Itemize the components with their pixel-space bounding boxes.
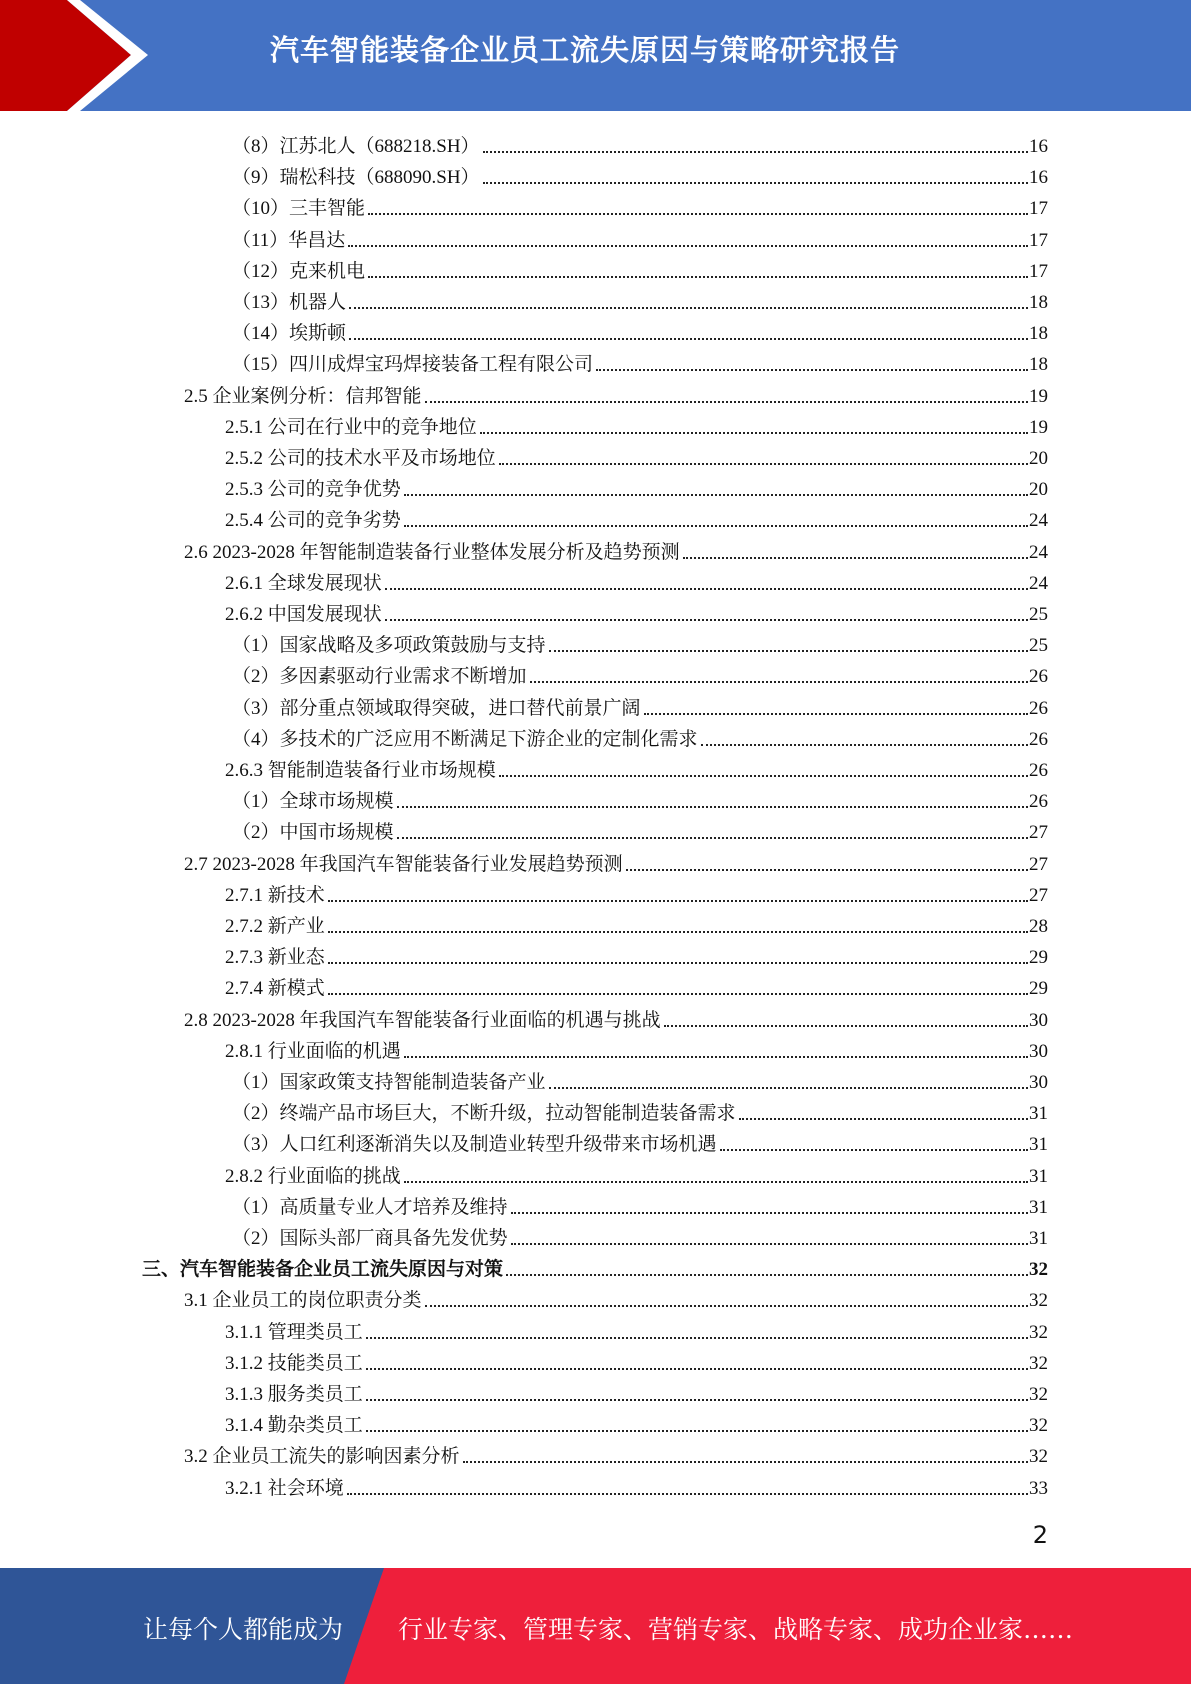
toc-dot-leader [626, 869, 1028, 871]
toc-dot-leader [397, 837, 1028, 839]
toc-dot-leader [385, 588, 1028, 590]
toc-entry-page: 31 [1029, 1228, 1048, 1249]
toc-entry[interactable] [225, 877, 1048, 908]
toc-dot-leader [483, 151, 1028, 153]
toc-entry-title: （2）终端产品市场巨大，不断升级，拉动智能制造装备需求 [232, 1103, 736, 1125]
toc-dot-leader [463, 1461, 1028, 1463]
page-header [0, 0, 1191, 111]
toc-dot-leader [328, 900, 1028, 902]
toc-entry-page: 27 [1029, 853, 1048, 875]
toc-entry-page: 18 [1029, 354, 1048, 376]
toc-entry-page: 25 [1029, 604, 1048, 625]
toc-dot-leader [530, 681, 1028, 683]
toc-entry-title: （1）国家战略及多项政策鼓励与支持 [232, 635, 546, 657]
toc-entry-page: 19 [1029, 416, 1048, 438]
toc-entry-page: 32 [1029, 1352, 1048, 1374]
toc-entry-title: （14）埃斯顿 [232, 323, 347, 345]
toc-entry-title: 2.7.3 新业态 [225, 947, 325, 969]
toc-entry[interactable] [225, 752, 1048, 783]
toc-entry-page: 24 [1029, 510, 1048, 532]
toc-dot-leader [349, 338, 1028, 340]
toc-entry-page: 16 [1029, 167, 1048, 189]
toc-entry[interactable] [232, 159, 1048, 190]
toc-dot-leader [683, 557, 1028, 559]
toc-dot-leader [596, 369, 1028, 371]
toc-entry-title: 2.6.3 智能制造装备行业市场规模 [225, 760, 496, 781]
toc-entry[interactable] [232, 783, 1048, 814]
toc-entry-page: 17 [1029, 260, 1048, 282]
toc-entry-title: （1）高质量专业人才培养及维持 [232, 1196, 508, 1218]
toc-dot-leader [644, 713, 1028, 715]
toc-entry-page: 17 [1029, 229, 1048, 251]
toc-entry[interactable] [232, 721, 1048, 752]
toc-entry-title: 2.6.2 中国发展现状 [225, 604, 382, 625]
toc-entry-title: （1）全球市场规模 [232, 791, 394, 813]
toc-entry-page: 32 [1029, 1259, 1048, 1281]
toc-entry-title: （2）国际头部厂商具备先发优势 [232, 1228, 508, 1249]
toc-entry-page: 30 [1029, 1009, 1048, 1031]
toc-entry-title: （8）江苏北人（688218.SH） [232, 136, 480, 157]
toc-entry[interactable] [232, 1126, 1048, 1157]
toc-entry-title: 2.7.1 新技术 [225, 884, 325, 906]
toc-entry-title: 2.8 2023-2028 年我国汽车智能装备行业面临的机遇与挑战 [184, 1009, 661, 1031]
toc-entry[interactable] [232, 814, 1048, 845]
toc-entry[interactable] [225, 970, 1048, 1001]
toc-entry[interactable] [232, 1189, 1048, 1220]
toc-entry-page: 29 [1029, 978, 1048, 1000]
toc-entry[interactable] [184, 1002, 1048, 1033]
toc-entry-title: 3.2.1 社会环境 [225, 1477, 344, 1499]
toc-entry-page: 25 [1029, 635, 1048, 657]
toc-entry[interactable] [232, 222, 1048, 253]
toc-dot-leader [366, 1430, 1028, 1432]
toc-entry[interactable] [232, 1095, 1048, 1126]
toc-entry-title: 2.5 企业案例分析：信邦智能 [184, 385, 422, 407]
toc-entry-page: 19 [1029, 385, 1048, 407]
toc-entry[interactable] [184, 1282, 1048, 1313]
toc-entry-page: 31 [1029, 1196, 1048, 1218]
toc-entry-title: 3.1.2 技能类员工 [225, 1352, 363, 1374]
toc-entry-page: 32 [1029, 1290, 1048, 1312]
toc-dot-leader [366, 1368, 1028, 1370]
toc-dot-leader [404, 525, 1028, 527]
toc-entry-title: 2.7.2 新产业 [225, 916, 325, 937]
toc-dot-leader [425, 1305, 1028, 1307]
toc-entry-page: 26 [1029, 728, 1048, 750]
toc-entry-page: 31 [1029, 1134, 1048, 1156]
toc-entry-title: 2.5.4 公司的竞争劣势 [225, 510, 401, 532]
toc-entry[interactable] [184, 846, 1048, 877]
toc-entry-title: 2.5.2 公司的技术水平及市场地位 [225, 448, 496, 469]
toc-entry[interactable] [225, 471, 1048, 502]
footer-slogan-right: 行业专家、管理专家、营销专家、战略专家、成功企业家…… [398, 1615, 1074, 1644]
toc-entry-page: 26 [1029, 760, 1048, 781]
toc-entry[interactable] [232, 627, 1048, 658]
toc-entry[interactable] [225, 1314, 1048, 1345]
toc-entry-title: 3.2 企业员工流失的影响因素分析 [184, 1446, 460, 1468]
toc-entry-title: （2）多因素驱动行业需求不断增加 [232, 666, 527, 688]
toc-entry-title: 2.6.1 全球发展现状 [225, 572, 382, 594]
toc-entry[interactable] [225, 939, 1048, 970]
toc-entry-page: 27 [1029, 822, 1048, 844]
toc-dot-leader [366, 1337, 1028, 1339]
toc-entry[interactable] [225, 1345, 1048, 1376]
toc-entry-title: （3）部分重点领域取得突破，进口替代前景广阔 [232, 697, 641, 719]
toc-dot-leader [328, 931, 1028, 933]
toc-entry-title: （10）三丰智能 [232, 198, 366, 220]
toc-entry[interactable] [225, 440, 1048, 471]
toc-dot-leader [404, 1181, 1028, 1183]
toc-entry[interactable] [232, 1064, 1048, 1095]
toc-entry[interactable] [232, 190, 1048, 221]
toc-entry-title: 3.1.3 服务类员工 [225, 1384, 363, 1405]
page-footer [0, 1568, 1191, 1684]
toc-entry-page: 26 [1029, 791, 1048, 813]
toc-entry-page: 31 [1029, 1103, 1048, 1125]
toc-entry-page: 24 [1029, 572, 1048, 594]
toc-entry-title: 2.5.3 公司的竞争优势 [225, 479, 401, 501]
toc-dot-leader [328, 962, 1028, 964]
toc-entry-page: 17 [1029, 198, 1048, 220]
toc-dot-leader [397, 806, 1028, 808]
toc-entry-page: 27 [1029, 884, 1048, 906]
toc-entry-page: 16 [1029, 136, 1048, 157]
toc-entry[interactable] [232, 284, 1048, 315]
toc-entry-page: 18 [1029, 323, 1048, 345]
toc-dot-leader [499, 775, 1028, 777]
toc-entry[interactable] [225, 409, 1048, 440]
toc-entry[interactable] [225, 596, 1048, 627]
toc-dot-leader [499, 463, 1028, 465]
toc-entry-title: （4）多技术的广泛应用不断满足下游企业的定制化需求 [232, 728, 698, 750]
toc-dot-leader [720, 1149, 1028, 1151]
toc-entry-page: 20 [1029, 448, 1048, 469]
toc-dot-leader [385, 619, 1028, 621]
toc-entry[interactable] [225, 1407, 1048, 1438]
toc-dot-leader [368, 276, 1028, 278]
toc-dot-leader [347, 1493, 1028, 1495]
toc-dot-leader [480, 432, 1028, 434]
toc-dot-leader [739, 1118, 1028, 1120]
toc-dot-leader [506, 1274, 1028, 1276]
toc-dot-leader [348, 245, 1028, 247]
toc-entry[interactable] [232, 690, 1048, 721]
toc-entry-title: （1）国家政策支持智能制造装备产业 [232, 1072, 546, 1093]
toc-entry[interactable] [225, 1470, 1048, 1501]
toc-entry-title: （9）瑞松科技（688090.SH） [232, 167, 480, 189]
toc-entry[interactable] [225, 908, 1048, 939]
toc-entry[interactable] [225, 502, 1048, 533]
toc-entry-title: 2.6 2023-2028 年智能制造装备行业整体发展分析及趋势预测 [184, 541, 680, 563]
toc-entry-page: 28 [1029, 916, 1048, 937]
toc-entry-page: 30 [1029, 1040, 1048, 1062]
toc-dot-leader [511, 1243, 1028, 1245]
toc-entry-page: 24 [1029, 541, 1048, 563]
toc-dot-leader [368, 213, 1028, 215]
toc-dot-leader [349, 307, 1028, 309]
toc-entry[interactable] [225, 1376, 1048, 1407]
toc-entry-page: 20 [1029, 479, 1048, 501]
toc-entry[interactable] [232, 315, 1048, 346]
toc-entry-title: 2.8.2 行业面临的挑战 [225, 1165, 401, 1187]
toc-dot-leader [404, 494, 1028, 496]
toc-dot-leader [701, 744, 1028, 746]
toc-entry[interactable] [232, 253, 1048, 284]
toc-entry-title: 3.1.4 勤杂类员工 [225, 1415, 363, 1437]
toc-entry[interactable] [184, 534, 1048, 565]
toc-entry-title: 2.8.1 行业面临的机遇 [225, 1040, 401, 1062]
toc-dot-leader [404, 1056, 1028, 1058]
toc-entry-title: 2.7 2023-2028 年我国汽车智能装备行业发展趋势预测 [184, 853, 623, 875]
page-number: 2 [1032, 1521, 1048, 1549]
toc-entry-page: 32 [1029, 1446, 1048, 1468]
toc-entry-page: 31 [1029, 1165, 1048, 1187]
toc-dot-leader [549, 1087, 1028, 1089]
header-arrow-icon [0, 0, 160, 111]
toc-entry-title: （15）四川成焊宝玛焊接装备工程有限公司 [232, 354, 594, 376]
toc-entry-page: 29 [1029, 947, 1048, 969]
toc-entry[interactable] [232, 128, 1048, 159]
toc-entry[interactable] [225, 1158, 1048, 1189]
toc-entry[interactable] [225, 565, 1048, 596]
toc-entry-page: 32 [1029, 1415, 1048, 1437]
report-title: 汽车智能装备企业员工流失原因与策略研究报告 [270, 33, 901, 67]
toc-entry[interactable] [232, 658, 1048, 689]
toc-entry[interactable] [184, 378, 1048, 409]
toc-entry[interactable] [232, 1220, 1048, 1251]
toc-entry[interactable] [142, 1251, 1048, 1282]
toc-entry-title: （12）克来机电 [232, 260, 366, 282]
toc-entry-page: 26 [1029, 697, 1048, 719]
toc-entry-page: 26 [1029, 666, 1048, 688]
toc-entry-title: （2）中国市场规模 [232, 822, 394, 844]
toc-entry[interactable] [184, 1438, 1048, 1469]
toc-entry-page: 18 [1029, 292, 1048, 313]
toc-dot-leader [425, 401, 1028, 403]
toc-entry-title: （13）机器人 [232, 292, 347, 313]
toc-entry[interactable] [232, 346, 1048, 377]
toc-dot-leader [366, 1399, 1028, 1401]
toc-dot-leader [328, 993, 1028, 995]
toc-entry-title: （11）华昌达 [232, 229, 346, 251]
toc-dot-leader [664, 1025, 1028, 1027]
toc-entry-title: 2.5.1 公司在行业中的竞争地位 [225, 416, 477, 438]
toc-entry-title: 2.7.4 新模式 [225, 978, 325, 1000]
toc-dot-leader [549, 650, 1028, 652]
toc-entry-page: 32 [1029, 1384, 1048, 1405]
toc-dot-leader [483, 182, 1028, 184]
toc-dot-leader [511, 1212, 1028, 1214]
toc-entry-page: 32 [1029, 1321, 1048, 1343]
footer-slogan-left: 让每个人都能成为 [143, 1615, 344, 1644]
toc-entry-title: 3.1 企业员工的岗位职责分类 [184, 1290, 422, 1312]
toc-entry-title: 三、汽车智能装备企业员工流失原因与对策 [142, 1259, 504, 1281]
toc-entry-page: 30 [1029, 1072, 1048, 1093]
toc-entry-title: （3）人口红利逐渐消失以及制造业转型升级带来市场机遇 [232, 1134, 717, 1156]
toc-entry-title: 3.1.1 管理类员工 [225, 1321, 363, 1343]
toc-entry-page: 33 [1029, 1477, 1048, 1499]
toc-entry[interactable] [225, 1033, 1048, 1064]
